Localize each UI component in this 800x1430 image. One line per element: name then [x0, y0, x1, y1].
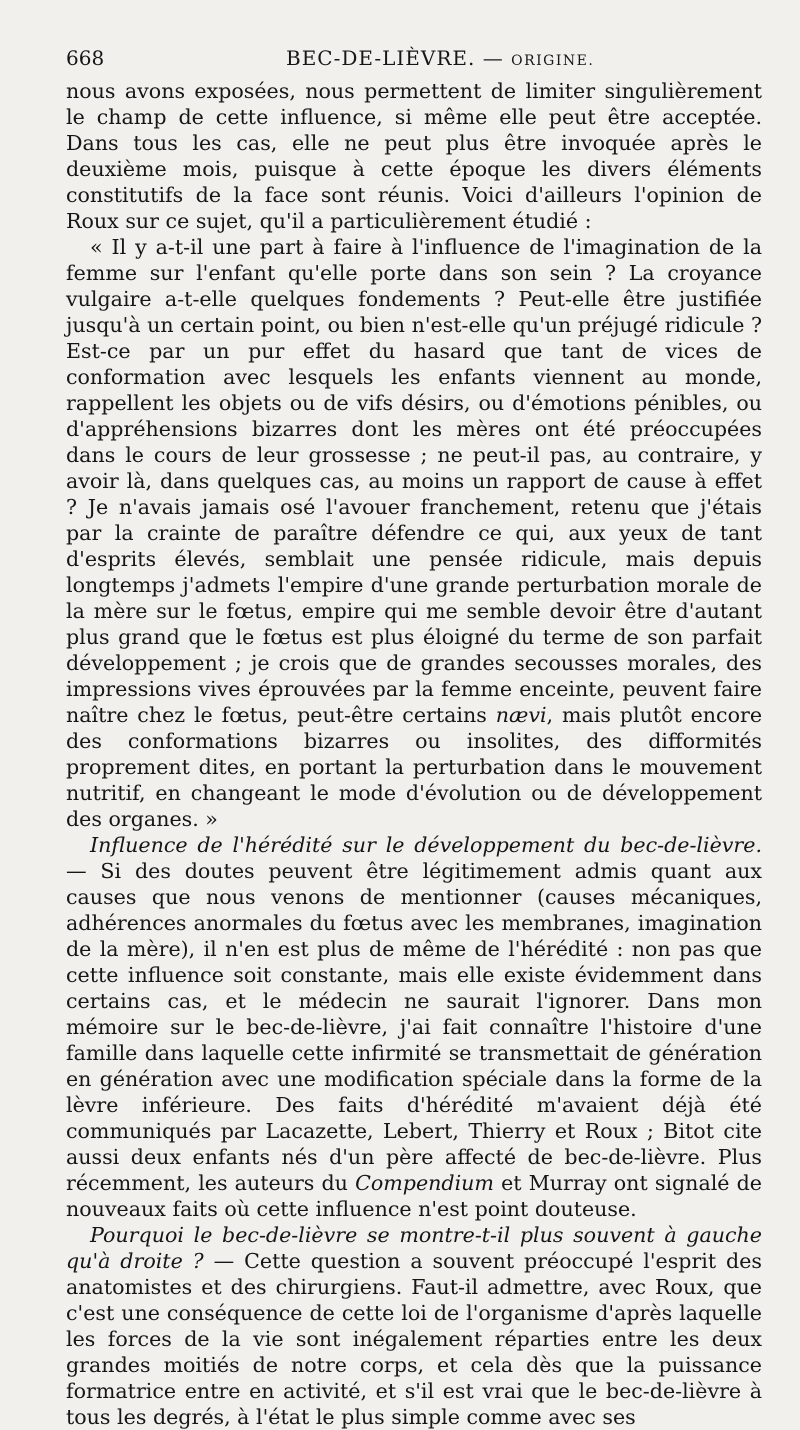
quote-text-start: « Il y a-t-il une part à faire à l'influence de l'imagination de la femme sur l'enfant qu'elle porte dans son sein ? La croyance vulgaire a-t-elle quelques fondements ? Peut-elle être justifiée jusqu'à un certain point, ou bien n'est-elle qu'un préjugé ridicule ? Est-ce par un pur effet du hasard que tant de vices de conformation avec lesquels les enfants viennent au monde, rappellent les objets ou de vifs désirs, ou d'émotions pénibles, ou d'appréhensions bizarres dont les mères ont été préoccupées dans le cours de leur grossesse ; ne peut-il pas, au contraire, y avoir là, dans quelques cas, au moins un rapport de cause à effet ? Je n'avais jamais osé l'avouer franchement, retenu que j'étais par la crainte de paraître défendre ce qui, aux yeux de tant d'esprits élevés, semblait une pensée ridicule, mais depuis longtemps j'admets l'empire d'une grande perturbation morale de la mère sur le fœtus, empire qui me semble devoir être d'autant plus grand que le fœtus est plus éloigné du terme de son parfait développement ; je crois que de grandes secousses morales, des impressions vives éprouvées par la femme enceinte, peuvent faire naître chez le fœtus, peut-être certains	[66, 235, 762, 727]
paragraph-continuation: nous avons exposées, nous permettent de limiter singulièrement le champ de cette influence, si même elle peut être acceptée. Dans tous les cas, elle ne peut plus être invoquée après le deuxième mois, puisque à cette époque les divers éléments constitutifs de la face sont réunis. Voici d'ailleurs l'opinion de Roux sur ce sujet, qu'il a particulièrement étudié :	[66, 79, 762, 233]
section-heading-gauche: Pourquoi le bec-de-lièvre se montre-t-il plus souvent à gauche qu'à droite ?	[66, 1223, 762, 1273]
body-text	[66, 78, 762, 1430]
section-heading-heredite: Influence de l'hérédité sur le développement du bec-de-lièvre.	[90, 833, 762, 857]
heredite-text-end: et Murray ont signalé de nouveaux faits où cette influence n'est point douteuse.	[66, 1171, 762, 1221]
quote-italic-term: nævi	[495, 703, 547, 727]
section-title: ORIGINE.	[511, 53, 595, 69]
page-number: 668	[66, 46, 105, 70]
running-head	[66, 44, 762, 78]
gauche-text: — Cette question a souvent préoccupé l'esprit des anatomistes et des chirurgiens. Faut-il admettre, avec Roux, que c'est une conséquence de cette loi de l'organisme d'après laquelle les forces de la vie sont inégalement réparties entre les deux grandes moitiés de notre corps, et cela dès que la puissance formatrice entre en activité, et s'il est vrai que le bec-de-lièvre à tous les degrés, à l'état le plus simple comme avec ses	[66, 1249, 762, 1429]
paragraph-gauche-droite	[66, 1222, 762, 1430]
paragraph-quote-roux	[66, 234, 762, 832]
running-title	[286, 44, 594, 75]
heredite-italic-term: Compendium	[355, 1171, 494, 1195]
title-separator: —	[482, 46, 504, 70]
heredite-text-start: — Si des doutes peuvent être légitimement admis quant aux causes que nous venons de mentionner (causes mécaniques, adhérences anormales du fœtus avec les membranes, imagination de la mère), il n'en est plus de même de l'hérédité : non pas que cette influence soit constante, mais elle existe évidemment dans certains cas, et le médecin ne saurait l'ignorer. Dans mon mémoire sur le bec-de-lièvre, j'ai fait connaître l'histoire d'une famille dans laquelle cette infirmité se transmettait de génération en génération avec une modification spéciale dans la forme de la lèvre inférieure. Des faits d'hérédité m'avaient déjà été communiqués par Lacazette, Lebert, Thierry et Roux ; Bitot cite aussi deux enfants nés d'un père affecté de bec-de-lièvre. Plus récemment, les auteurs du	[66, 859, 762, 1195]
quote-text-end: , mais plutôt encore des conformations bizarres ou insolites, des difformités proprement dites, en portant la perturbation dans le mouvement nutritif, en changeant le mode d'évolution ou de développement des organes. »	[66, 703, 763, 831]
chapter-title: BEC-DE-LIÈVRE.	[286, 46, 476, 70]
paragraph-heredite	[66, 832, 762, 1222]
